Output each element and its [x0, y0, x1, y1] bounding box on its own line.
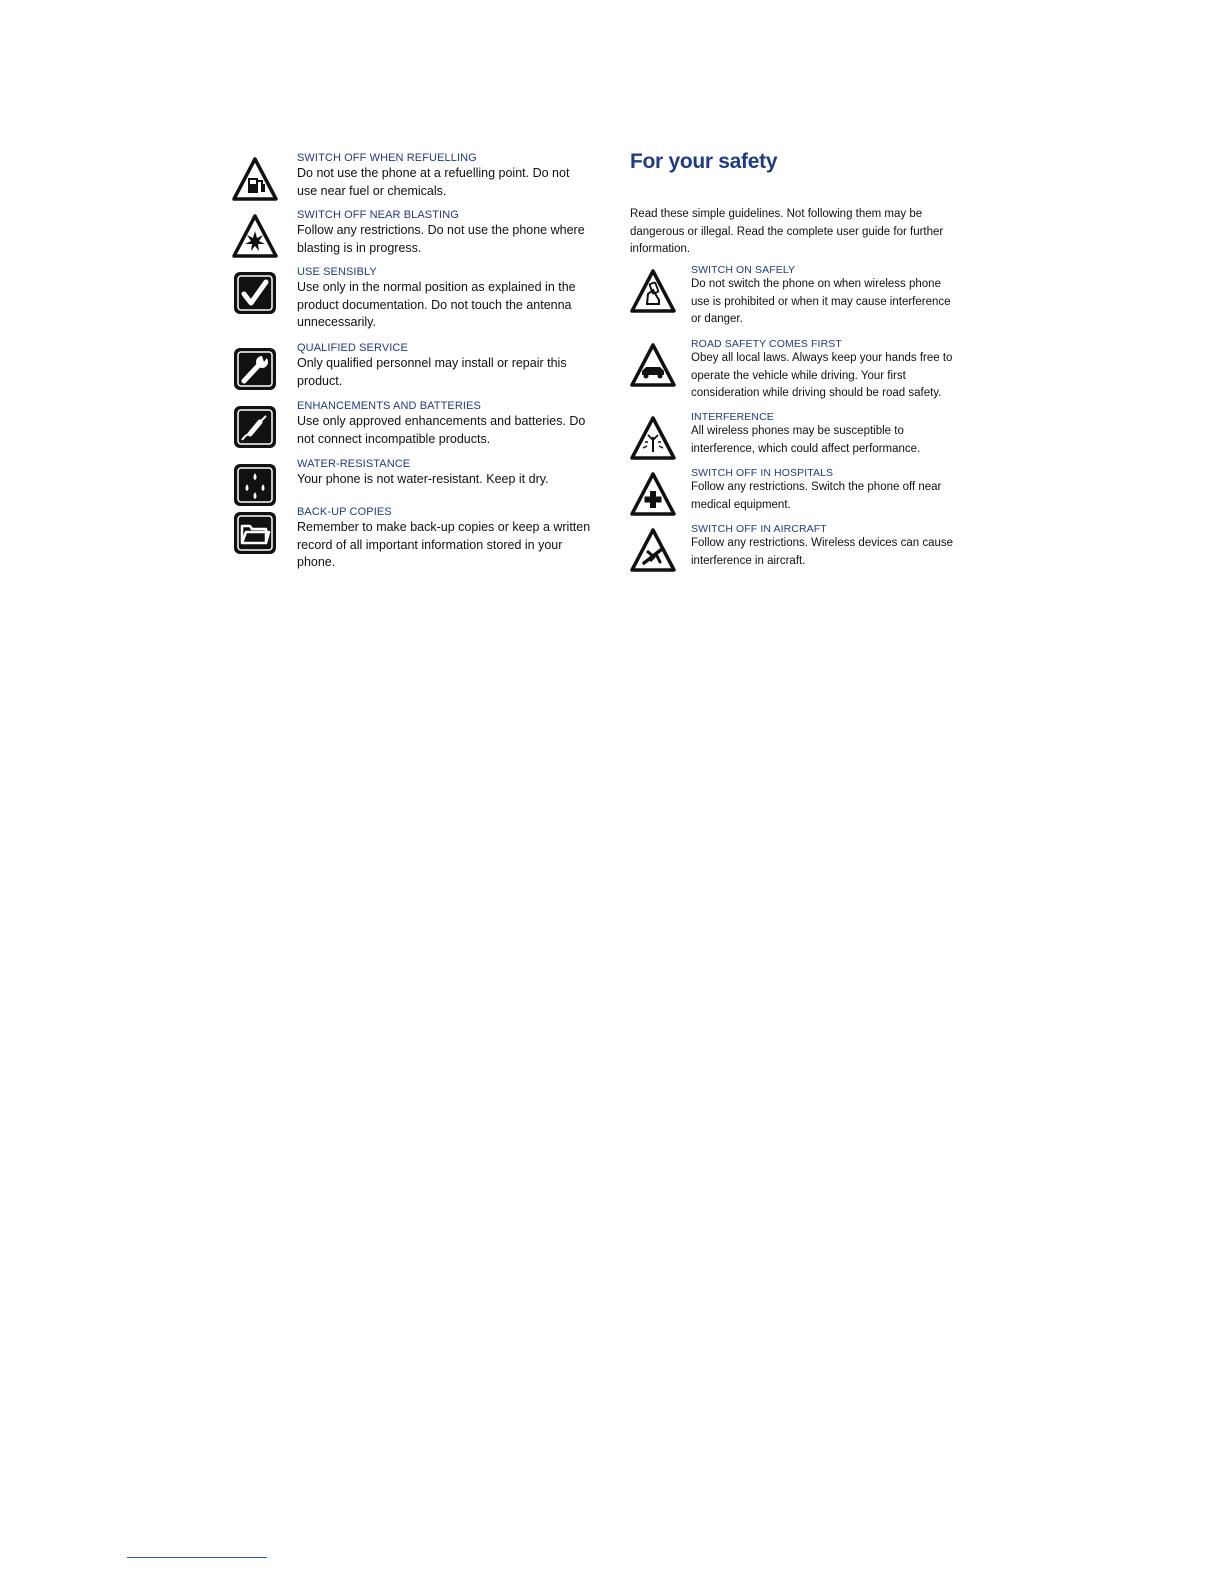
plug-icon — [232, 404, 278, 450]
footnote-divider — [127, 1557, 267, 1558]
item-heading: SWITCH ON SAFELY — [691, 264, 796, 276]
item-heading: SWITCH OFF IN HOSPITALS — [691, 467, 834, 479]
item-body: Only qualified personnel may install or repair this product. — [297, 356, 567, 388]
item-body: Your phone is not water-resistant. Keep it dry. — [297, 472, 549, 486]
item-heading: BACK-UP COPIES — [297, 506, 392, 518]
item-heading: WATER-RESISTANCE — [297, 458, 411, 470]
fuel-pump-icon — [232, 156, 278, 202]
item-heading: SWITCH OFF NEAR BLASTING — [297, 209, 459, 221]
item-heading: SWITCH OFF WHEN REFUELLING — [297, 152, 477, 164]
item-body: Follow any restrictions. Switch the phone off near medical equipment. — [691, 481, 942, 511]
car-icon — [630, 342, 676, 388]
intro-paragraph: Read these simple guidelines. Not following them may be dangerous or illegal. Read the complete user guide for further information. — [630, 208, 944, 255]
hand-phone-icon — [630, 268, 676, 314]
item-body: Do not use the phone at a refuelling point. Do not use near fuel or chemicals. — [297, 166, 570, 198]
item-body: Follow any restrictions. Wireless devices can cause interference in aircraft. — [691, 537, 954, 567]
item-body: Follow any restrictions. Do not use the phone where blasting is in progress. — [297, 223, 585, 255]
item-body: Obey all local laws. Always keep your hands free to operate the vehicle while driving. Your first consideration while driving should be road safety. — [691, 352, 953, 399]
item-body: Use only in the normal position as explained in the product documentation. Do not touch the antenna unnecessarily. — [297, 280, 576, 329]
item-heading: QUALIFIED SERVICE — [297, 342, 408, 354]
explosion-icon — [232, 213, 278, 259]
page-title: For your safety — [630, 150, 778, 173]
item-body: Do not switch the phone on when wireless phone use is prohibited or when it may cause interference or danger. — [691, 278, 951, 325]
item-body: Remember to make back-up copies or keep a written record of all important information stored in your phone. — [297, 520, 591, 569]
antenna-icon — [630, 415, 676, 461]
item-body: All wireless phones may be susceptible to interference, which could affect performance. — [691, 425, 921, 455]
wrench-icon — [232, 346, 278, 392]
item-heading: ROAD SAFETY COMES FIRST — [691, 338, 842, 350]
item-heading: USE SENSIBLY — [297, 266, 377, 278]
water-drops-icon — [232, 462, 278, 508]
item-heading: INTERFERENCE — [691, 411, 774, 423]
checkmark-icon — [232, 270, 278, 316]
medical-cross-icon — [630, 471, 676, 517]
item-heading: SWITCH OFF IN AIRCRAFT — [691, 523, 827, 535]
item-body: Use only approved enhancements and batteries. Do not connect incompatible products. — [297, 414, 586, 446]
folder-icon — [232, 510, 278, 556]
airplane-icon — [630, 527, 676, 573]
item-heading: ENHANCEMENTS AND BATTERIES — [297, 400, 481, 412]
